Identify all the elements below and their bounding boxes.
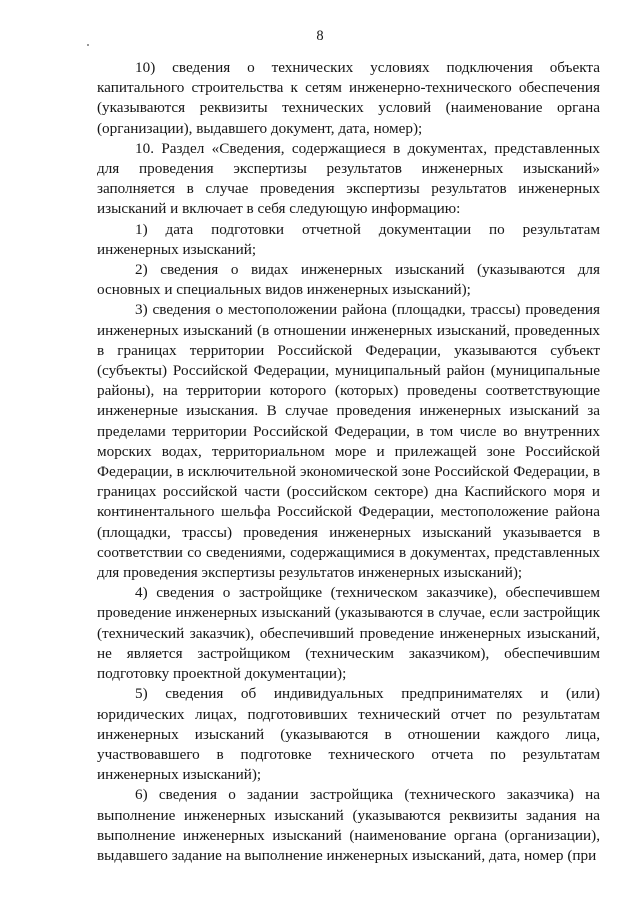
- page-number: 8: [316, 28, 324, 44]
- paragraph-item-6-survey-assignment: 6) сведения о задании застройщика (технического заказчика) на выполнение инженерных изысканий (указываются реквизиты задания на выполнение инженерных изысканий (наименование органа (организации), выдавшего задание на выполнение инженерных изысканий, дата, номер (при: [97, 786, 600, 864]
- paragraph-item-10-technical-conditions: 10) сведения о технических условиях подключения объекта капитального строительства к сетям инженерно-технического обеспечения (указываются реквизиты технических условий (наименование органа (организации), выдавшего документ, дата, номер);: [97, 59, 600, 137]
- paragraph-item-4-developer: 4) сведения о застройщике (техническом заказчике), обеспечившем проведение инженерных изысканий (указываются в случае, если застройщик (технический заказчик), обеспечивший проведение инженерных изысканий, не является застройщиком (техническим заказчиком), обеспечившим подготовку проектной документации);: [97, 584, 600, 683]
- paragraph-item-2-survey-types: 2) сведения о видах инженерных изысканий (указываются для основных и специальных видов инженерных изысканий);: [97, 261, 600, 299]
- paragraph-section-10-heading: 10. Раздел «Сведения, содержащиеся в документах, представленных для проведения экспертизы результатов инженерных изысканий» заполняется в случае проведения экспертизы результатов инженерных изысканий и включает в себя следующую информацию:: [97, 139, 600, 218]
- scan-speck: [87, 44, 89, 46]
- document-body: [97, 58, 600, 866]
- paragraph-item-3-survey-location: 3) сведения о местоположении района (площадки, трассы) проведения инженерных изысканий (в отношении инженерных изысканий, проведенных в границах территории Российской Федерации, указываются субъект (субъекты) Российской Федерации, муниципальный район (муниципальные районы), на территории которого (которых) проведены соответствующие инженерные изыскания. В случае проведения инженерных изысканий за пределами территории Российской Федерации, в том числе во внутренних морских водах, территориальном море и прилежащей зоне Российской Федерации, в исключительной экономической зоне Российской Федерации, в границах российской части (российском секторе) дна Каспийского моря и континентального шельфа Российской Федерации, местоположение района (площадки, трассы) проведения инженерных изысканий указывается в соответствии со сведениями, содержащимися в документах, представленных для проведения экспертизы результатов инженерных изысканий);: [97, 301, 600, 582]
- paragraph-item-5-report-authors: 5) сведения об индивидуальных предпринимателях и (или) юридических лицах, подготовивших технический отчет по результатам инженерных изысканий (указываются в отношении каждого лица, участвовавшего в подготовке технического отчета по результатам инженерных изысканий);: [97, 685, 600, 784]
- paragraph-item-1-report-date: 1) дата подготовки отчетной документации по результатам инженерных изысканий;: [97, 220, 600, 258]
